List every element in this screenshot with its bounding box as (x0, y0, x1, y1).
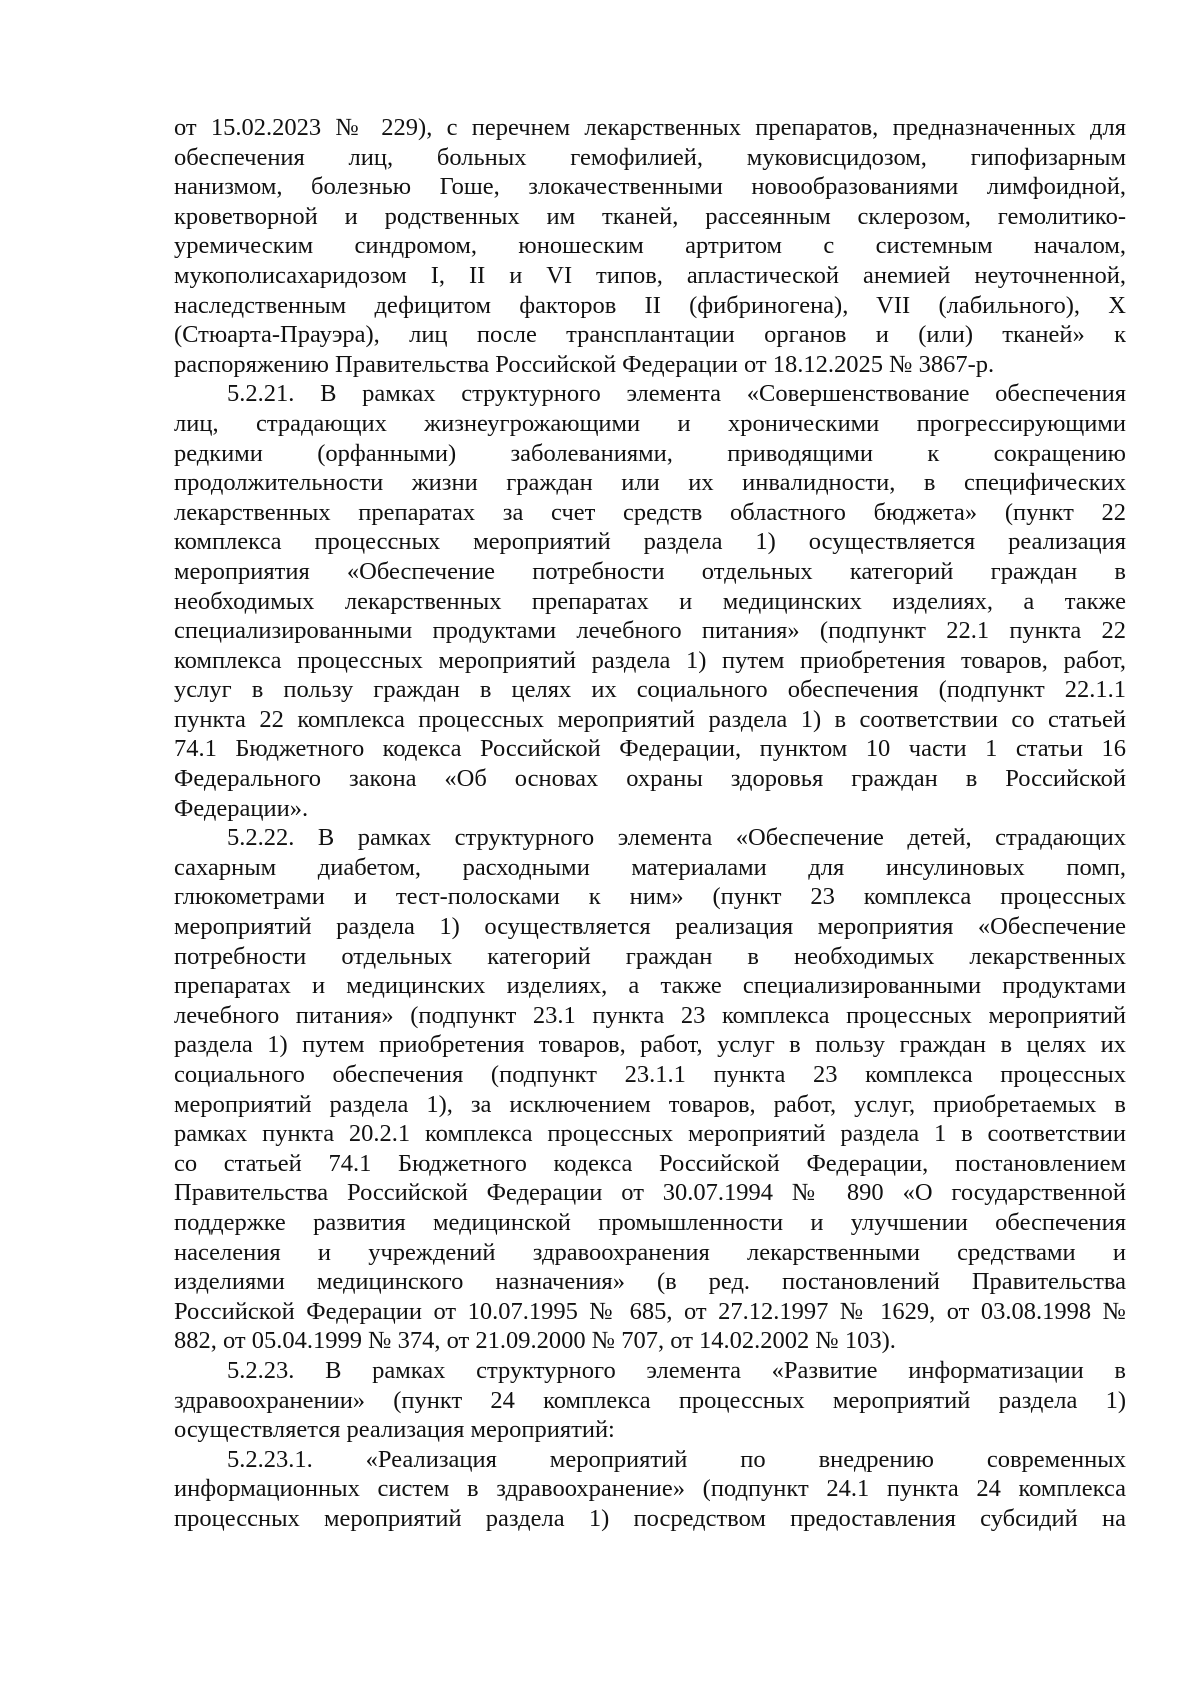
text-line: мероприятия «Обеспечение потребности отдельных категорий граждан в (174, 557, 1126, 585)
text-line: 5.2.22. В рамках структурного элемента «Обеспечение детей, страдающих (227, 824, 1126, 852)
text-line: мукополисахаридозом I, II и VI типов, апластической анемией неуточненной, (174, 261, 1126, 289)
text-line: Федерации». (174, 794, 309, 822)
text-line: поддержке развития медицинской промышленности и улучшении обеспечения (174, 1208, 1126, 1236)
text-line: уремическим синдромом, юношеским артритом с системным началом, (174, 232, 1126, 260)
text-line: специализированными продуктами лечебного питания» (подпункт 22.1 пункта 22 (174, 617, 1126, 645)
text-line: 5.2.21. В рамках структурного элемента «Совершенствование обеспечения (227, 380, 1126, 408)
text-line: кроветворной и родственных им тканей, рассеянным склерозом, гемолитико- (174, 202, 1126, 230)
text-line: нанизмом, болезнью Гоше, злокачественными новообразованиями лимфоидной, (174, 173, 1126, 201)
text-line: наследственным дефицитом факторов II (фибриногена), VII (лабильного), X (174, 291, 1126, 319)
text-line: осуществляется реализация мероприятий: (174, 1416, 615, 1444)
text-line: процессных мероприятий раздела 1) посредством предоставления субсидий на (174, 1504, 1126, 1532)
paragraph-5-2-23-1 (174, 1445, 1126, 1534)
text-line: 5.2.23.1. «Реализация мероприятий по внедрению современных (227, 1445, 1126, 1473)
text-line: глюкометрами и тест-полосками к ним» (пункт 23 комплекса процессных (174, 883, 1126, 911)
text-line: мероприятий раздела 1) осуществляется реализация мероприятия «Обеспечение (174, 913, 1126, 941)
document-body (174, 113, 1126, 1534)
text-line: комплекса процессных мероприятий раздела 1) путем приобретения товаров, работ, (174, 646, 1126, 674)
text-line: Российской Федерации от 10.07.1995 № 685, от 27.12.1997 № 1629, от 03.08.1998 № (174, 1297, 1126, 1325)
paragraph-continuation (174, 113, 1126, 379)
text-line: изделиями медицинского назначения» (в ред. постановлений Правительства (174, 1268, 1126, 1296)
text-line: раздела 1) путем приобретения товаров, работ, услуг в пользу граждан в целях их (174, 1031, 1126, 1059)
text-line: редкими (орфанными) заболеваниями, приводящими к сокращению (174, 439, 1126, 467)
text-line: распоряжению Правительства Российской Федерации от 18.12.2025 № 3867-р. (174, 350, 995, 378)
text-line: Правительства Российской Федерации от 30.07.1994 № 890 «О государственной (174, 1179, 1126, 1207)
text-line: рамках пункта 20.2.1 комплекса процессных мероприятий раздела 1 в соответствии (174, 1120, 1126, 1148)
text-line: Федерального закона «Об основах охраны здоровья граждан в Российской (174, 765, 1126, 793)
text-line: здравоохранении» (пункт 24 комплекса процессных мероприятий раздела 1) (174, 1386, 1126, 1414)
text-line: мероприятий раздела 1), за исключением товаров, работ, услуг, приобретаемых в (174, 1090, 1126, 1118)
paragraph-5-2-21 (174, 379, 1126, 823)
text-line: препаратах и медицинских изделиях, а также специализированными продуктами (174, 972, 1126, 1000)
text-line: продолжительности жизни граждан или их инвалидности, в специфических (174, 469, 1126, 497)
paragraph-5-2-22 (174, 823, 1126, 1356)
text-line: населения и учреждений здравоохранения лекарственными средствами и (174, 1238, 1126, 1266)
text-line: от 15.02.2023 № 229), с перечнем лекарственных препаратов, предназначенных для (174, 114, 1126, 141)
text-line: лекарственных препаратах за счет средств областного бюджета» (пункт 22 (174, 498, 1126, 526)
text-line: лечебного питания» (подпункт 23.1 пункта 23 комплекса процессных мероприятий (174, 1001, 1126, 1029)
text-line: лиц, страдающих жизнеугрожающими и хроническими прогрессирующими (174, 409, 1126, 437)
text-line: обеспечения лиц, больных гемофилией, муковисцидозом, гипофизарным (174, 143, 1126, 171)
text-line: необходимых лекарственных препаратах и медицинских изделиях, а также (174, 587, 1126, 615)
text-line: комплекса процессных мероприятий раздела 1) осуществляется реализация (174, 528, 1126, 556)
text-line: сахарным диабетом, расходными материалами для инсулиновых помп, (174, 853, 1126, 881)
text-line: со статьей 74.1 Бюджетного кодекса Российской Федерации, постановлением (174, 1149, 1126, 1177)
text-line: 5.2.23. В рамках структурного элемента «Развитие информатизации в (227, 1356, 1126, 1384)
text-line: услуг в пользу граждан в целях их социального обеспечения (подпункт 22.1.1 (174, 676, 1126, 704)
text-line: пункта 22 комплекса процессных мероприятий раздела 1) в соответствии со статьей (174, 705, 1126, 733)
text-line: информационных систем в здравоохранение» (подпункт 24.1 пункта 24 комплекса (174, 1475, 1126, 1503)
text-line: социального обеспечения (подпункт 23.1.1 пункта 23 комплекса процессных (174, 1061, 1126, 1088)
text-line: 74.1 Бюджетного кодекса Российской Федерации, пунктом 10 части 1 статьи 16 (174, 735, 1126, 763)
text-line: 882, от 05.04.1999 № 374, от 21.09.2000 № 707, от 14.02.2002 № 103). (174, 1327, 896, 1355)
paragraph-5-2-23 (174, 1356, 1126, 1445)
text-line: потребности отдельных категорий граждан в необходимых лекарственных (174, 942, 1126, 970)
text-line: (Стюарта-Прауэра), лиц после трансплантации органов и (или) тканей» к (174, 321, 1126, 349)
